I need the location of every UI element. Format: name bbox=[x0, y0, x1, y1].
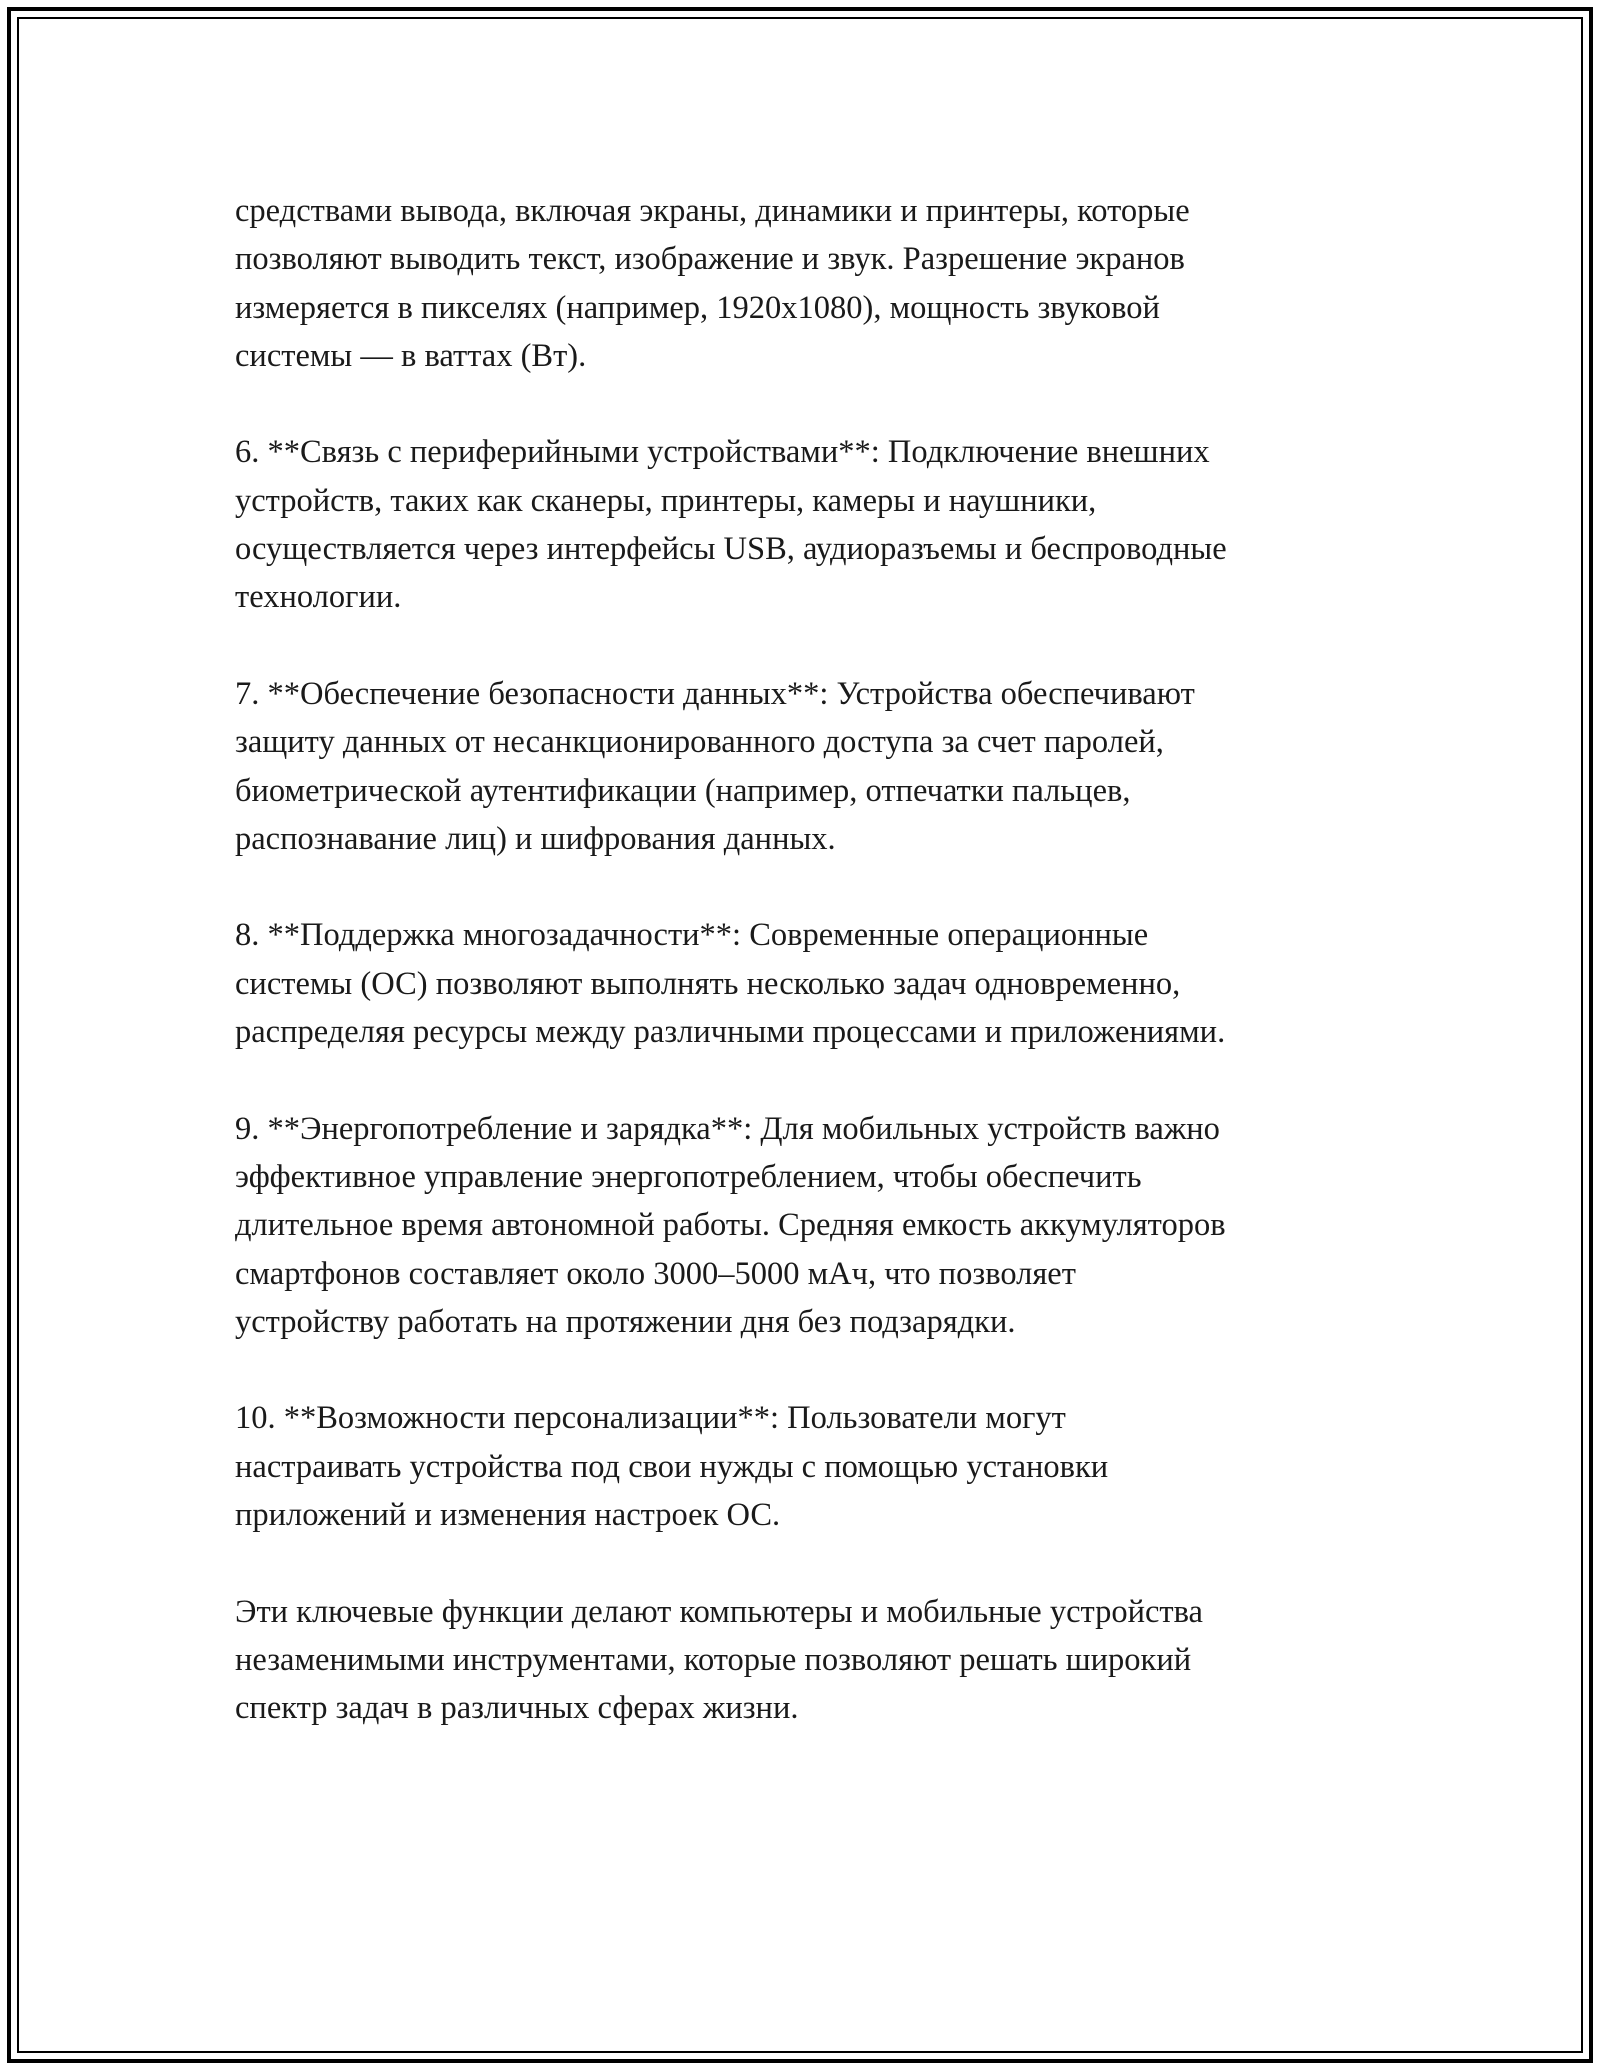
text-line: 9. **Энергопотребление и зарядка**: Для мобильных устройств важно bbox=[235, 1110, 1220, 1147]
paragraph-item-9 bbox=[235, 1105, 1385, 1346]
text-line: смартфонов составляет около 3000–5000 мАч, что позволяет bbox=[235, 1255, 1076, 1292]
paragraph-item-6 bbox=[235, 428, 1385, 621]
text-line: 10. **Возможности персонализации**: Пользователи могут bbox=[235, 1400, 1066, 1437]
text-line: распределяя ресурсы между различными процессами и приложениями. bbox=[235, 1014, 1226, 1051]
text-line: позволяют выводить текст, изображение и звук. Разрешение экранов bbox=[235, 241, 1185, 278]
text-line: осуществляется через интерфейсы USB, аудиоразъемы и беспроводные bbox=[235, 531, 1227, 568]
text-line: приложений и изменения настроек ОС. bbox=[235, 1497, 781, 1534]
text-line: 7. **Обеспечение безопасности данных**: Устройства обеспечивают bbox=[235, 675, 1195, 712]
text-line: измеряется в пикселях (например, 1920x1080), мощность звуковой bbox=[235, 289, 1160, 326]
text-line: эффективное управление энергопотреблением, чтобы обеспечить bbox=[235, 1158, 1142, 1195]
text-line: устройств, таких как сканеры, принтеры, камеры и наушники, bbox=[235, 482, 1097, 519]
paragraph-output-devices bbox=[235, 187, 1385, 380]
paragraph-conclusion bbox=[235, 1588, 1385, 1733]
text-line: устройству работать на протяжении дня без подзарядки. bbox=[235, 1303, 1016, 1340]
text-line: настраивать устройства под свои нужды с помощью установки bbox=[235, 1448, 1109, 1485]
text-line: распознавание лиц) и шифрования данных. bbox=[235, 820, 836, 857]
text-line: системы — в ваттах (Вт). bbox=[235, 337, 587, 374]
document-body bbox=[235, 187, 1385, 1781]
text-line: технологии. bbox=[235, 579, 402, 616]
text-line: Эти ключевые функции делают компьютеры и мобильные устройства bbox=[235, 1593, 1203, 1630]
paragraph-item-8 bbox=[235, 911, 1385, 1056]
text-line: незаменимыми инструментами, которые позволяют решать широкий bbox=[235, 1641, 1192, 1678]
text-line: 6. **Связь с периферийными устройствами**: Подключение внешних bbox=[235, 434, 1210, 471]
text-line: средствами вывода, включая экраны, динамики и принтеры, которые bbox=[235, 193, 1190, 229]
text-line: защиту данных от несанкционированного доступа за счет паролей, bbox=[235, 724, 1164, 761]
text-line: биометрической аутентификации (например, отпечатки пальцев, bbox=[235, 772, 1131, 809]
text-line: системы (ОС) позволяют выполнять несколько задач одновременно, bbox=[235, 965, 1181, 1002]
text-line: длительное время автономной работы. Средняя емкость аккумуляторов bbox=[235, 1207, 1226, 1244]
text-line: спектр задач в различных сферах жизни. bbox=[235, 1690, 799, 1727]
text-line: 8. **Поддержка многозадачности**: Современные операционные bbox=[235, 917, 1149, 954]
paragraph-item-10 bbox=[235, 1394, 1385, 1539]
paragraph-item-7 bbox=[235, 670, 1385, 863]
